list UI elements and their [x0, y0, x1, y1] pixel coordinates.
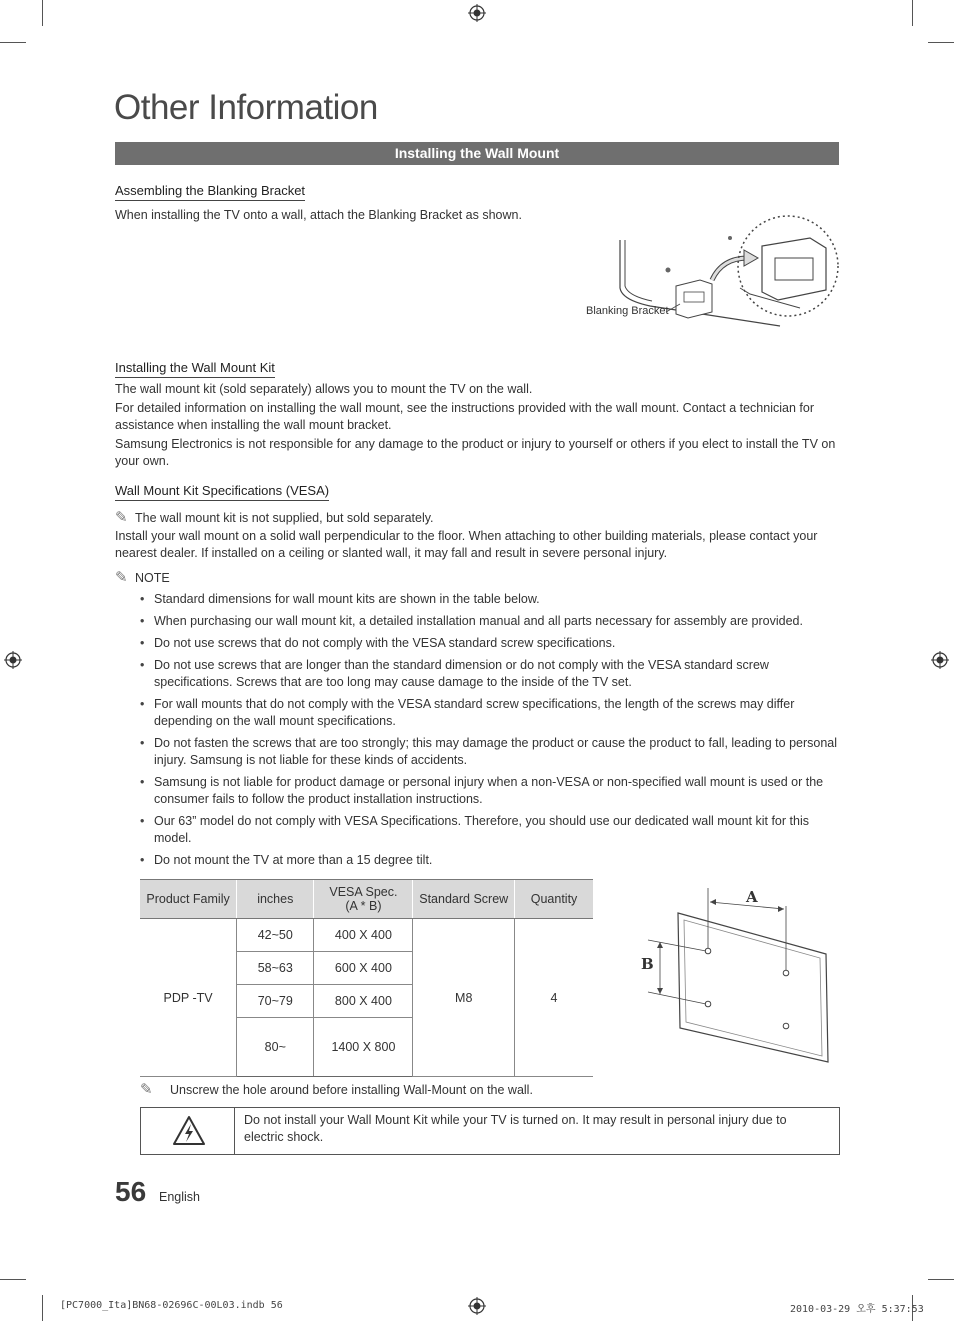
list-item: • Our 63” model do not comply with VESA Specifications. Therefore, you should use our dedicated wall mount kit for this model. — [140, 813, 840, 847]
page-number: 56 — [115, 1176, 147, 1207]
standard-screw-cell: M8 — [413, 919, 515, 1077]
warning-text: Do not install your Wall Mount Kit while your TV is turned on. It may result in personal injury due to electric shock. — [244, 1113, 787, 1144]
list-item: • Do not use screws that are longer than the standard dimension or do not comply with the VESA standard screw specifications. Screws that are too long may cause damage to the inside of the TV set. — [140, 657, 840, 691]
vesa-heading: Wall Mount Kit Specifications (VESA) — [115, 483, 329, 501]
note-heading — [115, 568, 170, 586]
table-header-row — [140, 880, 593, 919]
table-row — [140, 919, 593, 952]
dimension-a-label: A — [746, 888, 758, 906]
inches-cell: 80~ — [237, 1018, 314, 1077]
wall-kit-paragraph: The wall mount kit (sold separately) allows you to mount the TV on the wall. — [115, 382, 533, 396]
list-item: • When purchasing our wall mount kit, a detailed installation manual and all parts necessary for assembly are provided. — [140, 613, 840, 630]
list-item: • Do not mount the TV at more than a 15 degree tilt. — [140, 852, 840, 869]
warning-icon-cell — [141, 1108, 235, 1154]
inches-cell: 70~79 — [237, 985, 314, 1018]
vesa-note-text: The wall mount kit is not supplied, but sold separately. — [135, 511, 434, 525]
table-header-line: (A * B) — [345, 899, 382, 913]
note-pencil-icon: ✎ — [115, 509, 128, 526]
table-header-line: VESA Spec. — [329, 885, 398, 899]
inches-cell: 42~50 — [237, 919, 314, 952]
registration-mark-icon — [4, 651, 22, 669]
warning-box — [140, 1107, 840, 1155]
blanking-heading: Assembling the Blanking Bracket — [115, 183, 305, 201]
electric-shock-warning-icon — [171, 1114, 207, 1148]
inches-cell: 58~63 — [237, 952, 314, 985]
list-item: • Do not fasten the screws that are too strongly; this may damage the product or cause the product to fall, leading to personal injury. Samsung is not liable for these kinds of accidents. — [140, 735, 840, 769]
product-family-cell: PDP -TV — [140, 919, 237, 1077]
vesa-spec-cell: 800 X 400 — [314, 985, 413, 1018]
unscrew-note — [140, 1080, 533, 1098]
section-title: Installing the Wall Mount — [115, 142, 839, 165]
vesa-spec-cell: 1400 X 800 — [314, 1018, 413, 1077]
list-item: • Samsung is not liable for product damage or personal injury when a non-VESA or non-specified wall mount is used or the consumer fails to follow the product installation instructions. — [140, 774, 840, 808]
table-header: inches — [237, 880, 314, 919]
footer-file-name: [PC7000_Ita]BN68-02696C-00L03.indb 56 — [60, 1300, 283, 1311]
quantity-cell: 4 — [515, 919, 593, 1077]
wall-kit-heading: Installing the Wall Mount Kit — [115, 360, 275, 378]
note-pencil-icon: ✎ — [115, 569, 128, 586]
vesa-spec-cell: 600 X 400 — [314, 952, 413, 985]
vesa-spec-cell: 400 X 400 — [314, 919, 413, 952]
vesa-paragraph: Install your wall mount on a solid wall perpendicular to the floor. When attaching to other building materials, please contact your nearest dealer. If installed on a ceiling or slanted wall, it may fall and result in severe personal injury. — [115, 529, 818, 560]
table-header: Product Family — [140, 880, 237, 919]
list-item: • Do not use screws that do not comply with the VESA standard screw specifications. — [140, 635, 840, 652]
blanking-bracket-label: Blanking Bracket — [586, 305, 669, 317]
page-language: English — [159, 1190, 200, 1204]
wall-kit-text — [115, 381, 841, 472]
registration-mark-icon — [468, 1297, 486, 1315]
list-item: • Standard dimensions for wall mount kits are shown in the table below. — [140, 591, 840, 608]
registration-mark-icon — [468, 4, 486, 22]
unscrew-note-text: Unscrew the hole around before installing Wall-Mount on the wall. — [170, 1083, 533, 1097]
note-pencil-icon: ✎ — [140, 1081, 153, 1098]
vesa-note — [115, 508, 434, 526]
registration-mark-icon — [931, 651, 949, 669]
table-header — [314, 880, 413, 919]
vesa-spec-table — [140, 879, 593, 1077]
table-header: Quantity — [515, 880, 593, 919]
note-label: NOTE — [135, 571, 170, 585]
vesa-dimension-diagram — [636, 880, 836, 1065]
wall-kit-paragraph: Samsung Electronics is not responsible for any damage to the product or injury to yourself or others if you elect to install the TV on your own. — [115, 437, 836, 468]
wall-kit-paragraph: For detailed information on installing the wall mount, see the instructions provided with the wall mount. Contact a technician for assistance when installing the wall mount bracket. — [115, 401, 814, 432]
list-item: • For wall mounts that do not comply with the VESA standard screw specifications, the length of the screws may differ depending on the wall mount specifications. — [140, 696, 840, 730]
footer-date: 2010-03-29 오후 5:37:53 — [790, 1304, 924, 1315]
table-header: Standard Screw — [413, 880, 515, 919]
chapter-title: Other Information — [114, 88, 378, 127]
dimension-b-label: B — [641, 955, 654, 973]
note-bullet-list — [140, 591, 840, 874]
blanking-text: When installing the TV onto a wall, attach the Blanking Bracket as shown. — [115, 208, 522, 222]
